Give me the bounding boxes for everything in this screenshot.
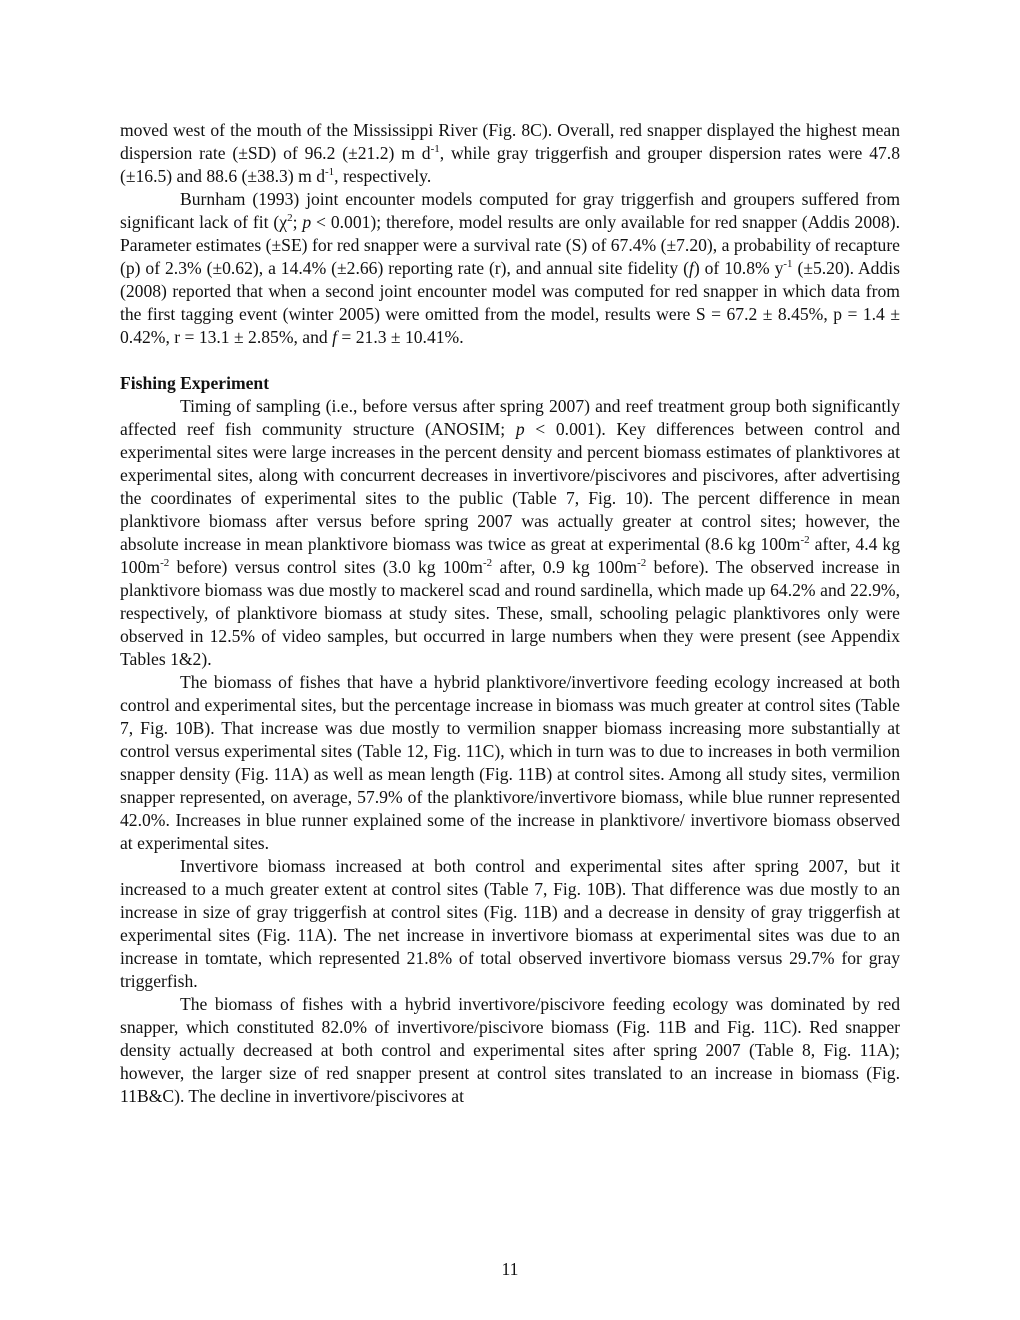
italic-run: f: [332, 327, 337, 347]
page-number: 11: [501, 1259, 519, 1279]
text-run: after, 4.4 kg 100m: [120, 534, 900, 577]
superscript: -1: [430, 143, 440, 156]
paragraph-timing-of-sampling: [120, 395, 900, 671]
paragraph-invertivore-biomass: Invertivore biomass increased at both control and experimental sites after spring 2007, but it increased to a much greater extent at control sites (Table 7, Fig. 10B). That difference was due mostly to an increase in size of gray triggerfish at control sites (Fig. 11B) and a decrease in density of gray triggerfish at experimental sites (Fig. 11A). The net increase in invertivore biomass at experimental sites was due to an increase in tomtate, which represented 21.8% of total observed invertivore biomass versus 29.7% for gray triggerfish.: [120, 856, 900, 991]
italic-run: p: [515, 419, 525, 439]
text-run: Burnham (1993) joint encounter models computed for gray triggerfish and groupers suffered from significant lack of fit (χ: [120, 189, 900, 232]
text-run: after, 0.9 kg 100m: [492, 557, 638, 577]
text-run: before). The observed increase in planktivore biomass was due mostly to mackerel scad and round sardinella, which made up 64.2% and 22.9%, respectively, of planktivore biomass at study sites. These, small, schooling pelagic planktivores only were observed in 12.5% of video samples, but occurred in large numbers when they were present (see Appendix Tables 1&2).: [120, 557, 900, 669]
section-heading: Fishing Experiment: [120, 373, 270, 393]
superscript: -2: [160, 557, 170, 570]
superscript: -2: [637, 557, 647, 570]
paragraph-planktivore-invertivore: The biomass of fishes that have a hybrid planktivore/invertivore feeding ecology increased at both control and experimental sites, but the percentage increase in biomass was much greater at control sites (Table 7, Fig. 10B). That increase was due mostly to vermilion snapper biomass increasing more substantially at control versus experimental sites (Table 12, Fig. 11C), which in turn was to due to increases in both vermilion snapper density (Fig. 11A) as well as mean length (Fig. 11B) at control sites. Among all study sites, vermilion snapper represented, on average, 57.9% of the planktivore/invertivore biomass, while blue runner represented 42.0%. Increases in blue runner explained some of the increase in planktivore/ invertivore biomass observed at experimental sites.: [120, 672, 900, 853]
text-run: = 21.3 ± 10.41%.: [337, 327, 464, 347]
text-run: (±5.20). Addis (2008) reported that when a second joint encounter model was computed for red snapper in which data from the first tagging event (winter 2005) were omitted from the model, results were S = 67.2 ± 8.45%, p = 1.4 ± 0.42%, r = 13.1 ± 2.85%, and: [120, 258, 901, 347]
text-run: moved west of the mouth of the Mississippi River (Fig. 8C). Overall, red snapper displayed the highest mean dispersion rate (±SD) of 96.2 (±21.2) m d: [120, 120, 900, 163]
superscript: -2: [800, 534, 810, 547]
text-run: , respectively.: [334, 166, 432, 186]
superscript: -2: [482, 557, 493, 570]
text-run: < 0.001). Key differences between control and experimental sites were large increases in the percent density and percent biomass estimates of planktivores at experimental sites, along with concurrent decreases in invertivore/piscivores and piscivores, after advertising the coordinates of experimental sites to the public (Table 7, Fig. 10). The percent difference in mean planktivore biomass after versus before spring 2007 was actually greater at control sites; however, the absolute increase in mean planktivore biomass was twice as great at experimental (8.6 kg 100m: [120, 419, 900, 554]
italic-run: f: [688, 258, 694, 278]
text-run: Timing of sampling (i.e., before versus after spring 2007) and reef treatment group both significantly affected reef fish community structure (ANOSIM;: [120, 396, 900, 439]
text-run: ) of 10.8% y: [693, 258, 784, 278]
text-run: , while gray triggerfish and grouper dispersion rates were 47.8 (±16.5) and 88.6 (±38.3) m d: [120, 143, 900, 186]
superscript: -1: [783, 258, 793, 271]
page-body: [120, 119, 900, 1108]
superscript: 2: [287, 212, 293, 225]
text-run: before) versus control sites (3.0 kg 100m: [169, 557, 483, 577]
paragraph-invertivore-piscivore: The biomass of fishes with a hybrid invertivore/piscivore feeding ecology was dominated by red snapper, which constituted 82.0% of invertivore/piscivore biomass (Fig. 11B and Fig. 11C). Red snapper density actually decreased at both control and experimental sites after spring 2007 (Table 8, Fig. 11A); however, the larger size of red snapper present at control sites translated to an increase in biomass (Fig. 11B&C). The decline in invertivore/piscivores at: [120, 994, 900, 1106]
superscript: -1: [325, 166, 335, 179]
paragraph-joint-encounter-models: [120, 188, 900, 349]
italic-run: p: [302, 212, 312, 232]
text-run: < 0.001); therefore, model results are only available for red snapper (Addis 2008). Parameter estimates (±SE) for red snapper were a survival rate (S) of 67.4% (±7.20), a probability of recapture (p) of 2.3% (±0.62), a 14.4% (±2.66) reporting rate (r), and annual site fidelity (: [120, 212, 900, 278]
paragraph-dispersion: [120, 119, 900, 188]
text-run: ;: [292, 212, 303, 232]
